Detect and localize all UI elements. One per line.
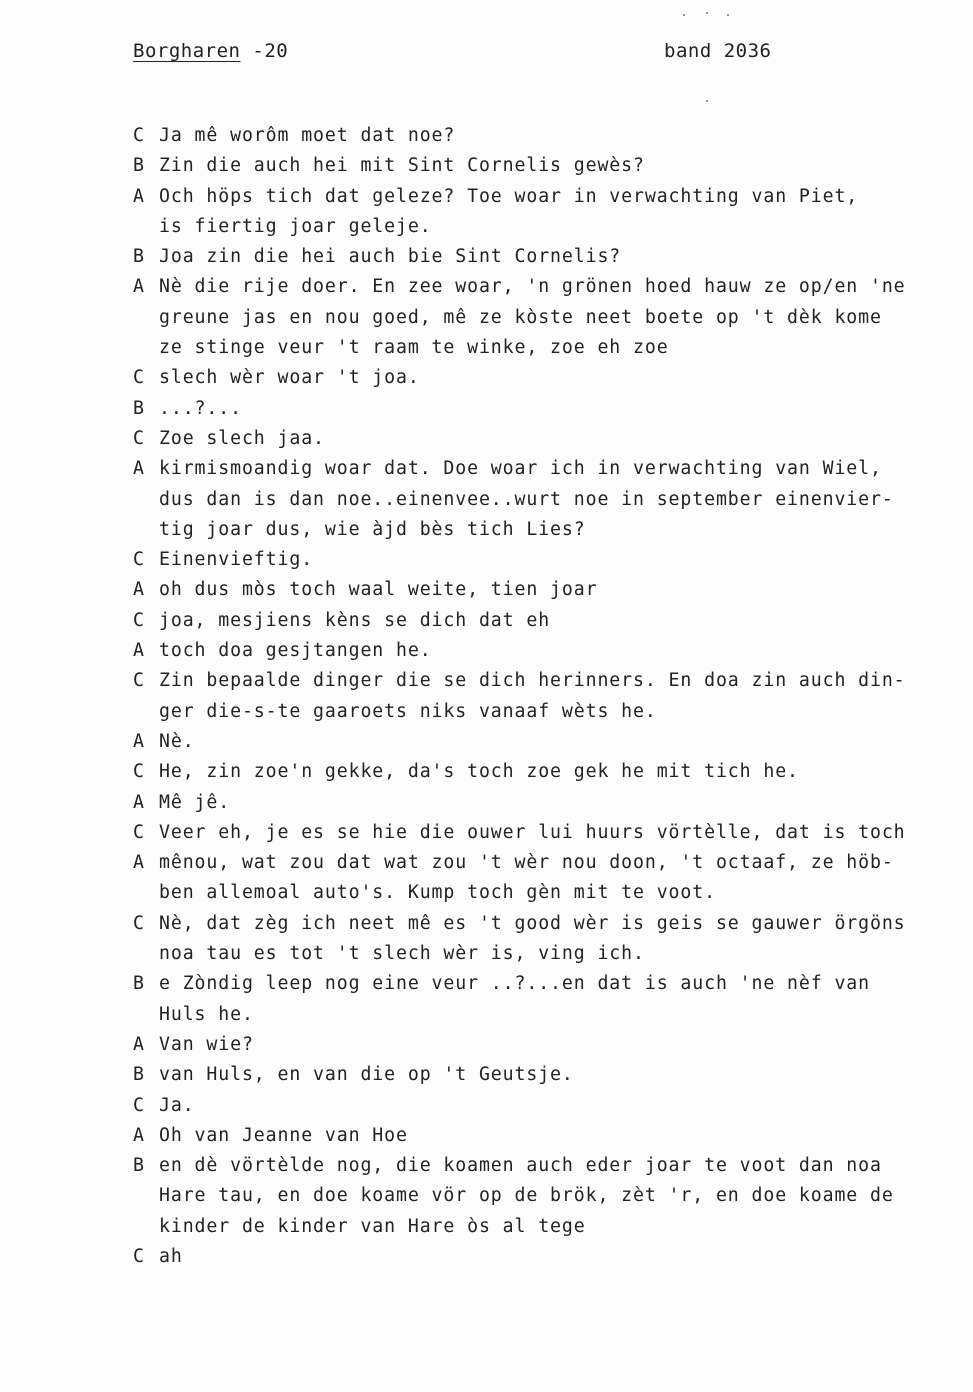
speaker-label: A bbox=[133, 852, 145, 874]
transcript-turn bbox=[133, 242, 943, 272]
speaker-label: C bbox=[133, 549, 145, 571]
utterance-line: kirmismoandig woar dat. Doe woar ich in verwachting van Wiel, bbox=[159, 458, 882, 480]
transcript-turn bbox=[133, 1060, 943, 1090]
speaker-label: B bbox=[133, 397, 145, 419]
transcript-turn bbox=[133, 424, 943, 454]
utterance-line: Nè die rije doer. En zee woar, 'n grönen hoed hauw ze op/en 'ne bbox=[159, 276, 906, 298]
page-header-location bbox=[133, 40, 288, 62]
utterance-line: e Zòndig leep nog eine veur ..?...en dat is auch 'ne nèf van bbox=[159, 973, 870, 995]
transcript-turn bbox=[133, 182, 943, 243]
speaker-label: B bbox=[133, 1155, 145, 1177]
utterance-line: ze stinge veur 't raam te winke, zoe eh zoe bbox=[159, 337, 669, 359]
utterance-line: Ja mê worôm moet dat noe? bbox=[159, 125, 456, 146]
scan-speck bbox=[727, 14, 729, 16]
transcript-turn bbox=[133, 363, 943, 393]
location-name: Borgharen bbox=[133, 40, 241, 62]
utterance-line: is fiertig joar geleje. bbox=[159, 215, 432, 237]
transcript-turn bbox=[133, 757, 943, 787]
utterance-line: noa tau es tot 't slech wèr is, ving ich. bbox=[159, 943, 645, 965]
speaker-label: C bbox=[133, 1245, 145, 1267]
transcript-turn bbox=[133, 636, 943, 666]
utterance-line: Och höps tich dat geleze? Toe woar in verwachting van Piet, bbox=[159, 185, 859, 207]
speaker-label: C bbox=[133, 367, 145, 389]
scan-speck bbox=[706, 100, 708, 102]
speaker-label: A bbox=[133, 791, 145, 813]
speaker-label: B bbox=[133, 246, 145, 268]
speaker-label: C bbox=[133, 427, 145, 449]
utterance-line: Huls he. bbox=[159, 1003, 254, 1025]
speaker-label: C bbox=[133, 1094, 145, 1116]
utterance-line: ben allemoal auto's. Kump toch gèn mit te voot. bbox=[159, 882, 716, 904]
utterance-line: dus dan is dan noe..einenvee..wurt noe in september einenvier- bbox=[159, 488, 894, 510]
utterance-line: Nè, dat zèg ich neet mê es 't good wèr is geis se gauwer örgöns bbox=[159, 912, 906, 934]
utterance-line: He, zin zoe'n gekke, da's toch zoe gek he mit tich he. bbox=[159, 761, 799, 783]
transcript-turn bbox=[133, 1151, 943, 1242]
scan-speck bbox=[706, 12, 708, 14]
utterance-line: kinder de kinder van Hare òs al tege bbox=[159, 1215, 586, 1237]
speaker-label: B bbox=[133, 1064, 145, 1086]
scan-speck bbox=[683, 14, 685, 16]
transcript-turn bbox=[133, 151, 943, 181]
utterance-line: Van wie? bbox=[159, 1033, 254, 1055]
utterance-line: ...?... bbox=[159, 397, 242, 419]
transcript-turn bbox=[133, 969, 943, 1030]
transcript-turn bbox=[133, 1091, 943, 1121]
speaker-label: C bbox=[133, 821, 145, 843]
speaker-label: C bbox=[133, 761, 145, 783]
speaker-label: B bbox=[133, 973, 145, 995]
transcript-turn bbox=[133, 1121, 943, 1151]
transcript bbox=[133, 121, 943, 1272]
transcript-turn bbox=[133, 1030, 943, 1060]
utterance-line: greune jas en nou goed, mê ze kòste neet boete op 't dèk kome bbox=[159, 306, 882, 328]
tape-number: band 2036 bbox=[664, 40, 772, 62]
utterance-line: oh dus mòs toch waal weite, tien joar bbox=[159, 579, 598, 601]
utterance-line: mênou, wat zou dat wat zou 't wèr nou doon, 't octaaf, ze höb- bbox=[159, 852, 894, 874]
transcript-turn bbox=[133, 575, 943, 605]
utterance-line: ger die-s-te gaaroets niks vanaaf wèts he. bbox=[159, 700, 657, 722]
speaker-label: A bbox=[133, 276, 145, 298]
page-number: -20 bbox=[240, 40, 289, 62]
utterance-line: slech wèr woar 't joa. bbox=[159, 367, 420, 389]
utterance-line: Einenvieftig. bbox=[159, 549, 314, 571]
utterance-line: Nè. bbox=[159, 730, 195, 752]
speaker-label: A bbox=[133, 185, 145, 207]
utterance-line: Hare tau, en doe koame vör op de brök, zèt 'r, en doe koame de bbox=[159, 1185, 894, 1207]
speaker-label: A bbox=[133, 458, 145, 480]
utterance-line: joa, mesjiens kèns se dich dat eh bbox=[159, 609, 551, 631]
utterance-line: ah bbox=[159, 1245, 183, 1267]
utterance-line: Joa zin die hei auch bie Sint Cornelis? bbox=[159, 246, 622, 268]
utterance-line: Zin die auch hei mit Sint Cornelis gewès? bbox=[159, 155, 645, 177]
transcript-turn bbox=[133, 454, 943, 545]
transcript-turn bbox=[133, 727, 943, 757]
utterance-line: Oh van Jeanne van Hoe bbox=[159, 1124, 408, 1146]
speaker-label: C bbox=[133, 670, 145, 692]
transcript-turn bbox=[133, 909, 943, 970]
transcript-turn bbox=[133, 848, 943, 909]
utterance-line: Veer eh, je es se hie die ouwer lui huurs vörtèlle, dat is toch bbox=[159, 821, 906, 843]
transcript-turn bbox=[133, 121, 943, 151]
utterance-line: Ja. bbox=[159, 1094, 195, 1116]
speaker-label: A bbox=[133, 730, 145, 752]
speaker-label: A bbox=[133, 640, 145, 662]
utterance-line: toch doa gesjtangen he. bbox=[159, 640, 432, 662]
speaker-label: C bbox=[133, 609, 145, 631]
transcript-turn bbox=[133, 818, 943, 848]
utterance-line: van Huls, en van die op 't Geutsje. bbox=[159, 1064, 574, 1086]
transcript-turn bbox=[133, 788, 943, 818]
transcript-turn bbox=[133, 1242, 943, 1272]
speaker-label: A bbox=[133, 1124, 145, 1146]
transcript-turn bbox=[133, 394, 943, 424]
utterance-line: tig joar dus, wie àjd bès tich Lies? bbox=[159, 518, 586, 540]
utterance-line: Zoe slech jaa. bbox=[159, 427, 325, 449]
transcript-turn bbox=[133, 545, 943, 575]
utterance-line: Zin bepaalde dinger die se dich herinners. En doa zin auch din- bbox=[159, 670, 906, 692]
speaker-label: C bbox=[133, 912, 145, 934]
utterance-line: en dè vörtèlde nog, die koamen auch eder joar te voot dan noa bbox=[159, 1155, 882, 1177]
speaker-label: A bbox=[133, 1033, 145, 1055]
transcript-turn bbox=[133, 272, 943, 363]
speaker-label: A bbox=[133, 579, 145, 601]
speaker-label: B bbox=[133, 155, 145, 177]
transcript-turn bbox=[133, 606, 943, 636]
speaker-label: C bbox=[133, 125, 145, 146]
transcript-turn bbox=[133, 666, 943, 727]
utterance-line: Mê jê. bbox=[159, 791, 231, 813]
